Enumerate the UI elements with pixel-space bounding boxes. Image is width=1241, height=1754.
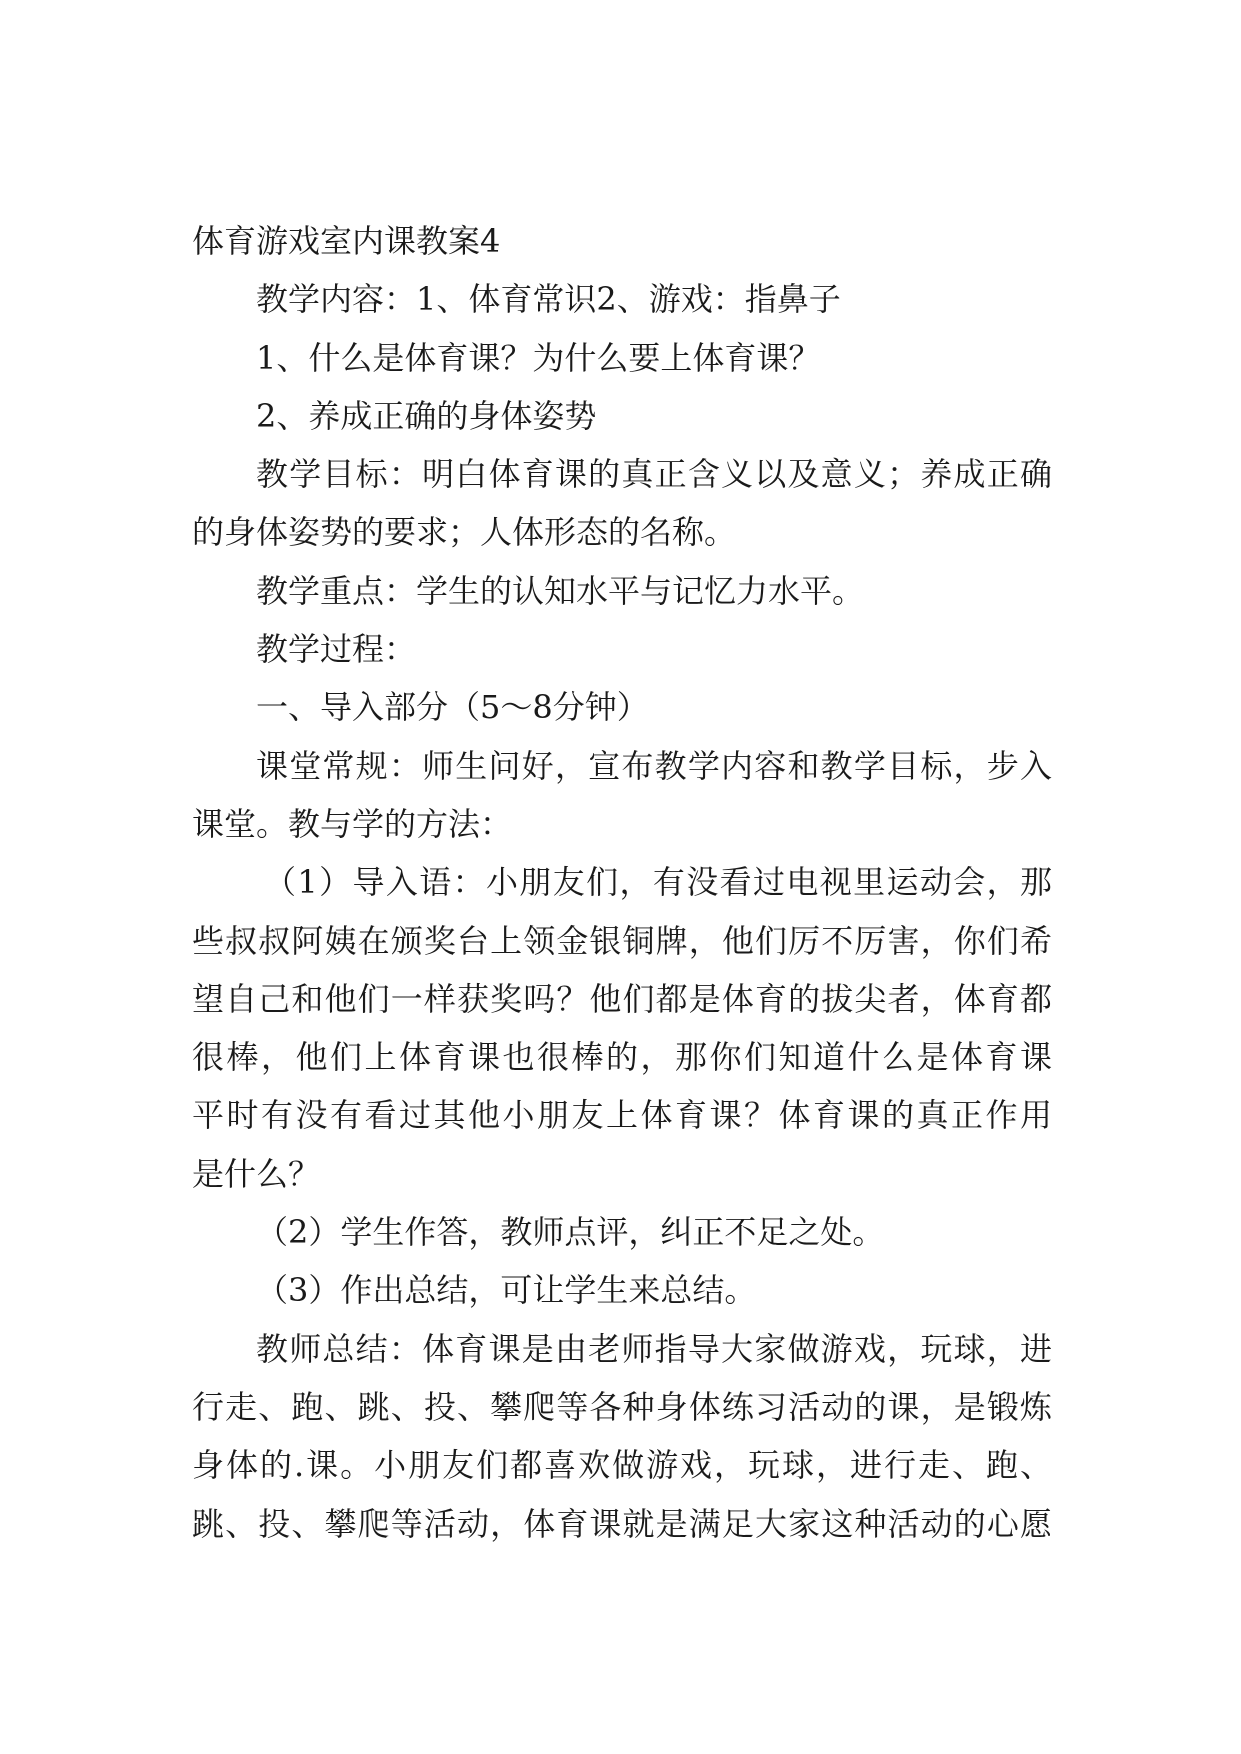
teaching-content-line: 教学内容：1、体育常识2、游戏：指鼻子 xyxy=(256,280,841,319)
teaching-goal-line-1: 教学目标：明白体育课的真正含义以及意义；养成正确 xyxy=(256,455,1052,494)
intro-speech-line-4: 很棒，他们上体育课也很棒的，那你们知道什么是体育课 xyxy=(192,1038,1052,1077)
teaching-process-heading: 教学过程： xyxy=(256,630,417,669)
teaching-goal-line-2: 的身体姿势的要求；人体形态的名称。 xyxy=(192,513,737,552)
intro-speech-line-5: 平时有没有看过其他小朋友上体育课？体育课的真正作用 xyxy=(192,1096,1052,1135)
teaching-focus-line: 教学重点：学生的认知水平与记忆力水平。 xyxy=(256,571,865,610)
summary-line-2: 行走、跑、跳、投、攀爬等各种身体练习活动的课，是锻炼 xyxy=(192,1387,1052,1426)
intro-speech-line-1: （1）导入语：小朋友们，有没看过电视里运动会，那 xyxy=(264,863,1052,902)
question-line-2: 2、养成正确的身体姿势 xyxy=(256,396,597,435)
step-3-line: （3）作出总结，可让学生来总结。 xyxy=(256,1271,757,1310)
step-2-line: （2）学生作答，教师点评，纠正不足之处。 xyxy=(256,1213,885,1252)
summary-line-4: 跳、投、攀爬等活动，体育课就是满足大家这种活动的心愿 xyxy=(192,1504,1052,1543)
intro-speech-line-6: 是什么？ xyxy=(192,1154,321,1193)
document-title: 体育游戏室内课教案4 xyxy=(192,222,501,260)
section-intro-heading: 一、导入部分（5～8分钟） xyxy=(256,688,649,727)
summary-line-3: 身体的.课。小朋友们都喜欢做游戏，玩球，进行走、跑、 xyxy=(192,1446,1052,1485)
routine-line-1: 课堂常规：师生问好，宣布教学内容和教学目标，步入 xyxy=(256,746,1052,785)
question-line-1: 1、什么是体育课？为什么要上体育课？ xyxy=(256,338,821,377)
intro-speech-line-2: 些叔叔阿姨在颁奖台上领金银铜牌，他们厉不厉害，你们希 xyxy=(192,921,1052,960)
document-body xyxy=(192,212,1052,1553)
intro-speech-line-3: 望自己和他们一样获奖吗？他们都是体育的拔尖者，体育都 xyxy=(192,979,1052,1018)
routine-line-2: 课堂。教与学的方法： xyxy=(192,804,513,843)
summary-line-1: 教师总结：体育课是由老师指导大家做游戏，玩球，进 xyxy=(256,1329,1052,1368)
